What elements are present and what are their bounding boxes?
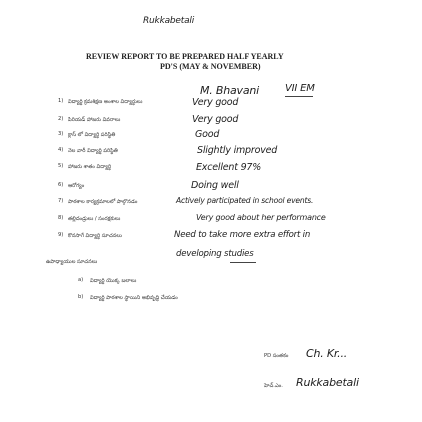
row-label: విద్యార్థి క్రమశిక్షణ అంశాల విద్యార్థులు <box>68 99 143 105</box>
row-label: పాఠశాల కార్యక్రమాలలో పాల్గొనడం <box>68 199 138 205</box>
row-label: క్లాస్ లో విద్యార్థి పరిస్థితి <box>68 132 116 138</box>
row-answer: developing studies <box>176 249 254 259</box>
row-number: 8) <box>58 215 64 221</box>
row-label: ఆరోగ్యం <box>68 183 85 189</box>
row-label: కొనసాగే విద్యార్థి సూచనలు <box>68 233 122 239</box>
row-answer: Good <box>195 129 220 140</box>
row-answer: Actively participated in school events. <box>176 196 314 205</box>
row-answer: Slightly improved <box>197 145 278 156</box>
sub-item-number: a) <box>78 277 84 283</box>
pd-signature: Ch. Kr... <box>306 347 348 360</box>
row-number: 9) <box>58 232 64 238</box>
row-answer: Doing well <box>191 180 239 191</box>
row-number: 2) <box>58 116 64 122</box>
report-title: REVIEW REPORT TO BE PREPARED HALF YEARLY <box>86 52 284 61</box>
class-underline <box>285 96 313 97</box>
answer-underline <box>230 262 256 263</box>
row-label: పిరియడ్ హాజరు వివరాలు <box>68 117 121 123</box>
row-number: 4) <box>58 147 64 153</box>
sub-item-label: విద్యార్థి పాఠశాల స్థాయిని అభివృద్ధి చేయడం <box>90 295 178 301</box>
hm-signature-label: హెచ్.ఎం. <box>264 383 283 389</box>
row-answer: Very good <box>192 114 239 125</box>
sub-item-label: విద్యార్థి యొక్క బలాలు <box>90 278 137 284</box>
row-answer: Need to take more extra effort in <box>174 230 311 240</box>
row-number: 6) <box>58 182 64 188</box>
header-signature: Rukkabetali <box>143 16 194 26</box>
row-number: 5) <box>58 163 64 169</box>
row-answer: Excellent 97% <box>196 162 262 173</box>
student-name: M. Bhavani <box>200 84 260 97</box>
student-class: VII EM <box>285 83 315 94</box>
row-number: 1) <box>58 98 64 104</box>
hm-signature: Rukkabetali <box>296 376 359 389</box>
row-answer: Very good about her performance <box>196 213 326 222</box>
report-subtitle: PD'S (MAY & NOVEMBER) <box>160 62 261 71</box>
row-label: నెల వారీ విద్యార్థి పరిస్థితి <box>68 148 118 154</box>
row-number: 3) <box>58 131 64 137</box>
row-label: తల్లిదండ్రులు / సంరక్షకులు <box>68 216 121 222</box>
row-number: 7) <box>58 198 64 204</box>
section-heading: ఉపాధ్యాయుల సూచనలు <box>46 259 98 265</box>
pd-signature-label: PD సంతకం <box>264 353 289 359</box>
row-answer: Very good <box>192 97 239 108</box>
sub-item-number: b) <box>78 294 84 300</box>
row-label: హాజరు శాతం విద్యార్థి <box>68 164 112 170</box>
